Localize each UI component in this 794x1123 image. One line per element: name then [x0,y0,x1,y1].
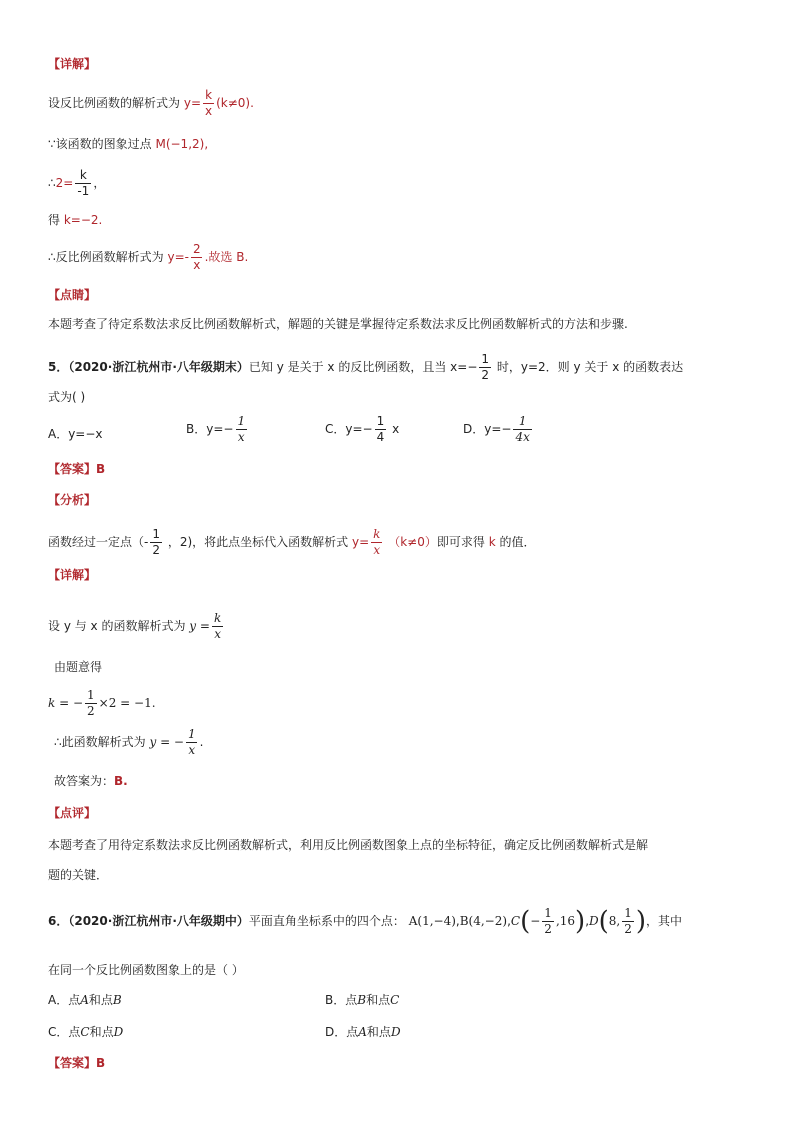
stem-text: 时，y=2．则 y 关于 x 的函数表达 [496,360,684,374]
fraction [186,727,198,758]
equation-left: k = − [48,696,84,710]
point-label: C [390,993,400,1007]
formula-y: y = − [149,735,184,749]
review-heading: 【点评】 [48,806,97,820]
fraction-numerator: 1 [481,352,490,366]
point-label: D [113,1025,124,1039]
equation-right: ×2 = −1. [98,696,156,710]
fraction-denominator: x [193,258,201,272]
text: ，2)，将此点坐标代入函数解析式 [167,535,349,549]
solution-line-3 [48,168,105,199]
text: 故答案为： [54,774,115,788]
left-paren: ( [598,906,609,937]
point-label: D [390,1025,401,1039]
q6-stem: 6．（2020·浙江杭州市·八年级期中）平面直角坐标系中的四个点： A(1,−4),B(4,−2),C(− $\frac{1}{2}$ ,16),D(8, $\frac{1}{2}$ )，其中 [48,906,683,937]
and-text: 和点 [366,993,391,1007]
text: ∵该函数的图象过点 [48,137,152,151]
analysis-heading: 【分析】 [48,493,97,507]
question-source: （2020·浙江杭州市·八年级期末） [68,360,249,374]
fraction-numerator: 1 [152,527,160,541]
fraction [75,168,91,199]
fraction-denominator: 2 [544,922,552,936]
fraction [513,414,531,445]
fraction-denominator: 2 [481,368,490,382]
comment-text: 本题考查了待定系数法求反比例函数解析式，解题的关键是掌握待定系数法求反比例函数解析式的方法和步骤. [48,317,628,331]
fraction-numerator: 2 [192,242,201,256]
text: ∴此函数解析式为 [54,735,146,749]
detail-line-5 [54,772,128,790]
therefore-symbol: ∴ [48,176,56,190]
detail-heading: 【详解】 [48,57,97,71]
text: 的值． [499,535,536,549]
formula-y: y= [351,535,370,549]
option-label: A．点 [48,993,81,1007]
solution-line-1 [48,88,254,119]
fraction-denominator: 2 [152,543,160,557]
text: 即可求得 [436,535,485,549]
formula-y: y=- [167,250,189,264]
solution-line-2 [48,135,208,153]
fraction [203,88,214,119]
analysis-text [48,527,536,558]
option-c[interactable] [325,414,399,445]
fraction [85,688,97,719]
detail-heading-2: 【详解】 [48,568,97,582]
q6-stem-continued: 在同一个反比例函数图象上的是（ ） [48,963,244,977]
fraction-numerator: k [79,168,87,182]
solution-line-5 [48,242,248,273]
review-text-2: 题的关键． [48,868,109,882]
point-b: B(4,−2) [459,914,508,928]
fraction-denominator: x [188,743,196,757]
fraction-denominator: 4x [515,430,530,444]
answer-value: B [96,1056,106,1070]
fraction [479,352,491,383]
answer-choice: B. [114,774,128,788]
option-c[interactable] [48,1023,123,1040]
left-paren: ( [520,906,531,937]
option-label: D．点 [325,1025,359,1039]
fraction-numerator: k [213,611,222,625]
fraction-numerator: 1 [87,688,95,702]
point-c-sign: − [530,914,541,928]
fraction [542,906,554,937]
detail-line-4 [54,727,203,758]
formula-y: y= [183,96,201,110]
option-label: C．点 [48,1025,81,1039]
answer-value: B [96,462,106,476]
and-text: 和点 [89,1025,114,1039]
text: 函数经过一定点（- [48,535,149,549]
k-symbol: k [488,535,496,549]
condition: （k≠0） [388,535,437,549]
option-variable: x [392,422,400,436]
comment-heading: 【点睛】 [48,288,97,302]
fraction [371,527,382,558]
fraction [235,414,247,445]
fraction-denominator: x [205,104,213,118]
fraction [150,527,162,558]
condition: (k≠0). [216,96,254,110]
fraction [622,906,634,937]
fraction-denominator: x [237,430,245,444]
question-number: 6． [48,914,69,928]
text: 设反比例函数的解析式为 [48,96,181,110]
fraction-numerator: k [373,527,381,541]
fraction-denominator: 4 [376,430,385,444]
point-d-label: D [589,914,599,928]
fraction [191,242,203,273]
text: ∴反比例函数解析式为 [48,250,164,264]
stem-text: ，其中 [646,914,683,928]
option-label: C．y=− [325,422,373,436]
and-text: 和点 [366,1025,391,1039]
fraction-numerator: 1 [624,906,632,920]
question-source: （2020·浙江杭州市·八年级期中） [68,914,249,928]
answer-choice: B. [236,250,249,264]
detail-line-1 [48,611,225,642]
point-label: B [357,993,367,1007]
option-b[interactable] [325,991,399,1008]
fraction [375,414,387,445]
q5-stem-continued: 式为( ) [48,390,86,404]
option-b[interactable] [186,414,249,445]
stem-text: 平面直角坐标系中的四个点： [248,914,405,928]
point-a: A(1,−4) [408,914,456,928]
option-d[interactable] [325,1023,401,1040]
comma: ， [93,176,106,190]
fraction-numerator: 1 [188,727,196,741]
answer-heading: 【答案】 [48,1056,97,1070]
fraction-numerator: 1 [237,414,246,428]
right-paren: ) [575,906,586,937]
right-paren: ) [635,906,647,937]
detail-line-2: 由题意得 [54,660,103,674]
fraction [212,611,223,642]
solution-line-4 [48,211,102,229]
point-c-tail: ,16 [555,914,576,928]
fraction-denominator: x [373,543,381,557]
review-text-1: 本题考查了用待定系数法求反比例函数解析式，利用反比例函数图象上点的坐标特征，确定反比例函数解析式是解 [48,838,649,852]
fraction-numerator: 1 [376,414,385,428]
point-d-head: 8, [608,914,621,928]
option-label: B．点 [325,993,358,1007]
answer-heading: 【答案】 [48,462,97,476]
fraction-denominator: 2 [624,922,632,936]
stem-text: 已知 y 是关于 x 的反比例函数，且当 x=− [248,360,478,374]
point-label: A [80,993,89,1007]
fraction-numerator: 1 [544,906,552,920]
point-label: A [358,1025,367,1039]
conclusion: .故选 [204,250,233,264]
text: 得 [48,213,61,227]
fraction-numerator: k [205,88,213,102]
option-a[interactable] [48,991,122,1008]
answer-line [48,460,105,478]
fraction-denominator: 2 [87,704,95,718]
period: . [199,735,204,749]
equation-left: 2= [55,176,74,190]
k-value: k=−2. [63,213,103,227]
question-number: 5． [48,360,69,374]
text: 设 y 与 x 的函数解析式为 [48,619,186,633]
option-d[interactable] [463,414,534,445]
option-label: D．y=− [463,422,512,436]
and-text: 和点 [88,993,113,1007]
point-m: M(−1,2), [155,137,209,151]
option-a[interactable]: A．y=−x [48,427,103,441]
q5-stem [48,352,683,383]
point-c-label: C [510,914,521,928]
point-label: B [112,993,122,1007]
option-label: B．y=− [186,422,234,436]
detail-line-3 [48,688,156,719]
point-label: C [80,1025,90,1039]
fraction-denominator: x [214,627,221,641]
formula-y: y = [189,619,210,633]
fraction-numerator: 1 [518,414,527,428]
fraction-denominator: -1 [77,184,90,198]
answer-line-2 [48,1054,105,1072]
